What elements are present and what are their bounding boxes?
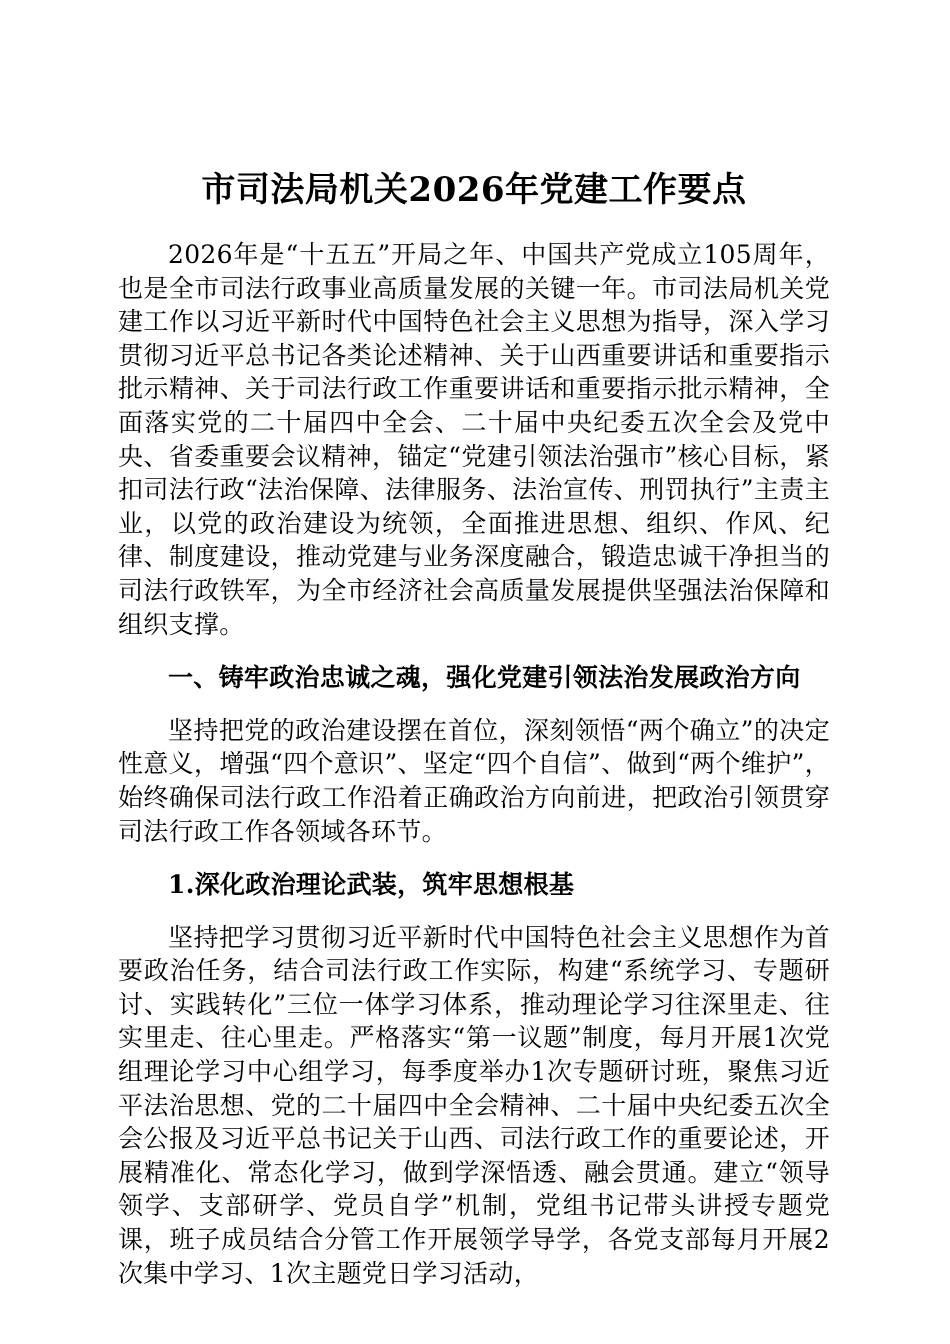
subsection-1-heading: 1.深化政治理论武装，筑牢思想根基 [168,870,575,900]
document-page [118,150,830,1290]
title-suffix: 年党建工作要点 [505,170,747,210]
title-year: 2026 [408,170,506,210]
intro-paragraph: 2026年是“十五五”开局之年、中国共产党成立105周年，也是全市司法行政事业高质量发展的关键一年。市司法局机关党建工作以习近平新时代中国特色社会主义思想为指导，深入学习贯彻习近平总书记各类论述精神、关于山西重要讲话和重要指示批示精神、关于司法行政工作重要讲话和重要指示批示精神，全面落实党的二十届四中全会、二十届中央纪委五次全会及党中央、省委重要会议精神，锚定“党建引领法治强市”核心目标，紧扣司法行政“法治保障、法律服务、法治宣传、刑罚执行”主责主业，以党的政治建设为统领，全面推进思想、组织、作风、纪律、制度建设，推动党建与业务深度融合，锻造忠诚干净担当的司法行政铁军，为全市经济社会高质量发展提供坚强法治保障和组织支撑。 [118,240,830,639]
title-prefix: 市司法局机关 [201,170,409,210]
subsection-1-paragraph: 坚持把学习贯彻习近平新时代中国特色社会主义思想作为首要政治任务，结合司法行政工作实际，构建“系统学习、专题研讨、实践转化”三位一体学习体系，推动理论学习往深里走、往实里走、往心里走。严格落实“第一议题”制度，每月开展1次党组理论学习中心组学习，每季度举办1次专题研讨班，聚焦习近平法治思想、党的二十届四中全会精神、二十届中央纪委五次全会公报及习近平总书记关于山西、司法行政工作的重要论述，开展精准化、常态化学习，做到学深悟透、融会贯通。建立“领导领学、支部研学、党员自学”机制，党组书记带头讲授专题党课，班子成员结合分管工作开展领学导学，各党支部每月开展2次集中学习、1次主题党日学习活动， [118,922,830,1288]
document-title [118,160,830,220]
section-1-heading: 一、铸牢政治忠诚之魂，强化党建引领法治发展政治方向 [168,663,801,693]
section-1-paragraph: 坚持把党的政治建设摆在首位，深刻领悟“两个确立”的决定性意义，增强“四个意识”、坚定“四个自信”、做到“两个维护”，始终确保司法行政工作沿着正确政治方向前进，把政治引领贯穿司法行政工作各领域各环节。 [118,715,830,846]
